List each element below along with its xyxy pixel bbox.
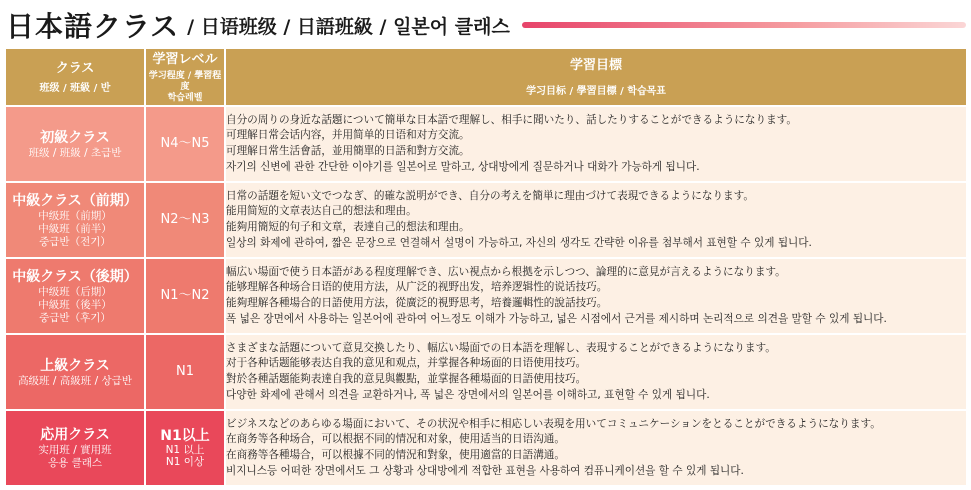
class-name: 応用クラス (40, 427, 110, 443)
goal-ja: 幅広い場面で使う日本語がある程度理解でき、広い視点から根拠を示しつつ、論理的に意見が言えるようになります。 (226, 265, 786, 278)
level-cell (145, 182, 225, 258)
header-class-sub: 班级 / 班級 / 반 (39, 83, 111, 94)
class-sub: 班级 / 班級 / 초급반 (28, 146, 122, 159)
goal-cell (225, 258, 967, 334)
goal-ja: 日常の話題を短い文でつなぎ、的確な説明ができ、自分の考えを簡単に理由づけて表現できるようになります。 (226, 189, 754, 202)
title-decoration-line (522, 22, 966, 28)
class-sub: 高级班 / 高級班 / 상급반 (18, 374, 132, 387)
goal-cell (225, 410, 967, 486)
table-row (5, 106, 967, 182)
table-row (5, 258, 967, 334)
class-cell (5, 410, 145, 486)
level-cell (145, 106, 225, 182)
class-cell (5, 106, 145, 182)
class-sub: 응용 클래스 (47, 457, 103, 469)
level-value: N1〜N2 (160, 288, 210, 303)
goal-zh-cn: 能用简短的文章表达自己的想法和理由。 (226, 205, 417, 218)
level-sub: N1 以上 (165, 444, 205, 456)
header-goal-label: 学習目標 (569, 58, 622, 73)
header-level (145, 48, 225, 106)
level-cell (145, 334, 225, 410)
table-row (5, 410, 967, 486)
table-header-row (5, 48, 967, 106)
header-level-sub1: 学习程度 / 學習程度 (148, 70, 222, 92)
level-sub: N1 이상 (165, 456, 205, 468)
goal-ko: 일상의 화제에 관하여, 짧은 문장으로 연결해서 설명이 가능하고, 자신의 생각도 간략한 이유를 첨부해서 표현할 수 있게 됩니다. (226, 236, 812, 249)
header-level-sub2: 학습레벨 (167, 92, 203, 103)
class-cell (5, 258, 145, 334)
goal-zh-tw: 對於各種話題能夠表達自我的意見與觀點，並掌握各種場面的日語使用技巧。 (226, 373, 587, 385)
level-cell (145, 410, 225, 486)
class-name: 上級クラス (40, 357, 110, 374)
class-cell (5, 182, 145, 258)
goal-ko: 폭 넓은 장면에서 사용하는 일본어에 관하여 어느정도 이해가 가능하고, 넓은 시점에서 근거를 제시하며 논리적으로 의견을 말할 수 있게 됩니다. (226, 312, 887, 325)
class-cell (5, 334, 145, 410)
level-cell (145, 258, 225, 334)
goal-zh-tw: 能夠理解各種場合的日語使用方法，從廣泛的視野思考，培養邏輯性的說話技巧。 (226, 297, 608, 309)
goal-ja: 自分の周りの身近な話題について簡単な日本語で理解し、相手に聞いたり、話したりすることができるようになります。 (226, 113, 797, 126)
header-level-label: 学習レベル (152, 51, 218, 67)
header-class-label: クラス (55, 61, 95, 76)
class-sub: 중급반（후기） (39, 311, 111, 324)
page-subtitle: / 日语班级 / 日語班級 / 일본어 클래스 (187, 15, 510, 38)
table-row (5, 334, 967, 410)
class-sub: 중급반（전기） (39, 235, 111, 248)
goal-zh-cn: 在商务等各种场合，可以根据不同的情况和对象，使用适当的日语沟通。 (226, 433, 565, 446)
goal-ja: さまざまな話題について意見交換したり、幅広い場面での日本語を理解し、表現することができるようになります。 (226, 341, 776, 354)
class-name: 初級クラス (40, 129, 110, 146)
goal-ko: 자기의 신변에 관한 간단한 이야기를 일본어로 말하고, 상대방에게 질문하거나 대화가 가능하게 됩니다. (226, 160, 700, 173)
goal-cell (225, 106, 967, 182)
goal-ja: ビジネスなどのあらゆる場面において、その状況や相手に相応しい表現を用いてコミュニケーションをとることができるようになります。 (226, 417, 881, 430)
goal-ko: 다양한 화제에 관해서 의견을 교환하거나, 폭 넓은 장면에서의 일본어를 이해하고, 표현할 수 있게 됩니다. (226, 388, 710, 401)
class-name: 中級クラス（前期） (12, 192, 138, 209)
header-goal-sub: 学习目标 / 學習目標 / 학습목표 (526, 86, 666, 97)
class-sub: 中級班（前半） (38, 222, 112, 235)
goal-cell (225, 182, 967, 258)
goal-zh-cn: 对于各种话题能够表达自我的意见和观点，并掌握各种场面的日语使用技巧。 (226, 357, 587, 370)
class-sub: 实用班 / 實用班 (38, 444, 112, 456)
goal-zh-cn: 能够理解各种场合日语的使用方法，从广泛的视野出发，培养逻辑性的说话技巧。 (226, 281, 608, 294)
header-class (5, 48, 145, 106)
level-value: N4〜N5 (160, 136, 210, 151)
goal-zh-tw: 可理解日常生活會話，並用簡單的日語和對方交流。 (226, 145, 470, 157)
goal-zh-tw: 能夠用簡短的句子和文章，表達自己的想法和理由。 (226, 221, 470, 233)
page-title: 日本語クラス (6, 10, 180, 43)
header-goal (225, 48, 967, 106)
goal-cell (225, 334, 967, 410)
level-value: N2〜N3 (160, 212, 210, 227)
level-value: N1以上 (160, 428, 210, 444)
class-sub: 中级班（前期） (38, 209, 112, 222)
class-table (4, 47, 968, 487)
goal-ko: 비지니스등 어떠한 장면에서도 그 상황과 상대방에게 적합한 표현을 사용하여 컴퓨니케이션을 할 수 있게 됩니다. (226, 464, 744, 477)
level-value: N1 (176, 364, 194, 379)
goal-zh-tw: 在商務等各種場合，可以根據不同的情況和對象，使用適當的日語溝通。 (226, 449, 565, 461)
class-sub: 中級班（後半） (38, 298, 112, 311)
class-sub: 中级班（后期） (38, 285, 112, 298)
table-row (5, 182, 967, 258)
title-bar (6, 6, 966, 44)
goal-zh-cn: 可理解日常会话内容，并用简单的日语和对方交流。 (226, 129, 470, 142)
class-name: 中級クラス（後期） (12, 268, 138, 285)
